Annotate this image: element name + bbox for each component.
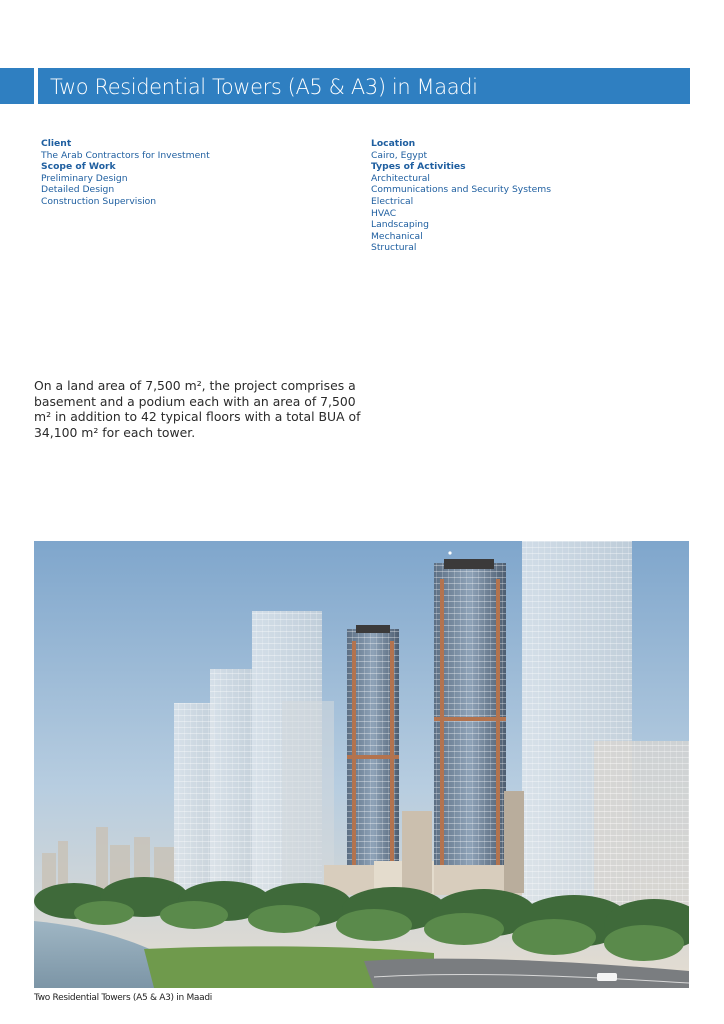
activity-item: Electrical bbox=[371, 195, 414, 207]
title-bar bbox=[38, 68, 690, 104]
activity-item: Landscaping bbox=[371, 219, 429, 231]
image-caption: Two Residential Towers (A5 & A3) in Maadi bbox=[34, 993, 212, 1003]
rendering-illustration bbox=[34, 541, 689, 988]
activity-item: Mechanical bbox=[371, 230, 423, 242]
info-column-left bbox=[41, 138, 341, 208]
scope-item: Construction Supervision bbox=[41, 195, 157, 207]
location-label: Location bbox=[371, 138, 416, 149]
info-column-right bbox=[371, 138, 671, 254]
project-rendering-image bbox=[34, 541, 689, 988]
client-value: The Arab Contractors for Investment bbox=[41, 149, 210, 161]
page-title: Two Residential Towers (A5 & A3) in Maadi bbox=[50, 75, 478, 99]
activity-item: Architectural bbox=[371, 172, 430, 184]
location-value: Cairo, Egypt bbox=[371, 149, 428, 161]
client-label: Client bbox=[41, 138, 72, 149]
activities-label: Types of Activities bbox=[371, 161, 466, 173]
scope-label: Scope of Work bbox=[41, 161, 116, 173]
scope-item: Detailed Design bbox=[41, 184, 115, 196]
activity-item: HVAC bbox=[371, 207, 397, 219]
project-description: On a land area of 7,500 m², the project comprises a basement and a podium each with an area of 7,500 m² in addition to 42 typical floors with a total BUA of 34,100 m² for each tower. bbox=[34, 378, 361, 440]
scope-item: Preliminary Design bbox=[41, 172, 128, 184]
activity-item: Communications and Security Systems bbox=[371, 184, 552, 196]
activity-item: Structural bbox=[371, 242, 417, 254]
header-edge-tab bbox=[0, 68, 34, 104]
